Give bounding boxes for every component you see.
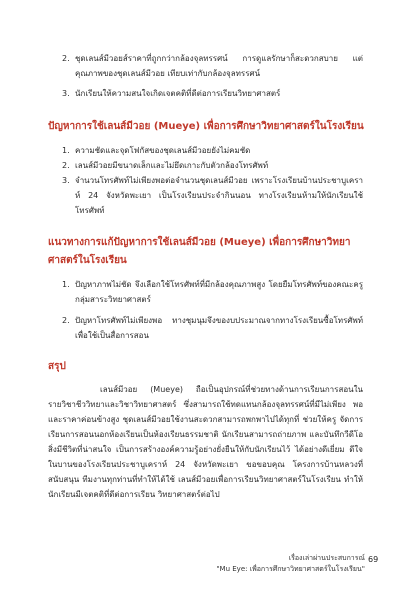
footer-subtitle: "Mu Eye: เพื่อการศึกษาวิทยาศาสตร์ในโรงเรียน" xyxy=(216,565,365,573)
section-heading-problems: ปัญหาการใช้เลนส์มีวอย (Mueye) เพื่อการศึกษาวิทยาศาสตร์ในโรงเรียน xyxy=(48,121,364,132)
list-item-text: ชุดเลนส์มีวอยส์ราคาที่ถูกกว่ากล้องจุลทรรศน์ การดูแลรักษาก็สะดวกสบาย แต่คุณภาพของชุดเลนส์มีวอย เทียบเท่ากับกล้องจุลทรรศน์ xyxy=(75,54,363,78)
list-number: 2. xyxy=(62,161,70,170)
summary-paragraph: เลนส์มีวอย (Mueye) ถือเป็นอุปกรณ์ที่ช่วยทางด้านการเรียนการสอนใน รายวิชาชีววิทยาและวิชาวิทยาศาสตร์ ซึ่งสามารถใช้ทดแทนกล้องจุลทรรศน์ที่มีไม่เพียง พอและราคาค่อนข้างสูง ชุดเลนส์มีวอยใช้งานสะดวกสามารถพกพาไปได้ทุกที่ ช่วยให้ครู จัดการเรียนการสอนนอกห้องเรียนเป็นห้องเรียนธรรมชาติ นักเรียนสามารถถ่ายภาพ และบันทึกวีดีโอ สิ่งมีชีวิตที่น่าสนใจ เป็นการสร้างองค์ความรู้อย่างยั่งยืนให้กับนักเรียนไว้ ได้อย่างดีเยี่ยม ดีใจในบานของโรงเรียนประชาบูเคราห์ 24 จังหวัดพะเยา ขอขอบคุณ โครงการบ้านหลวงที่สนับสนุน ทีมงานทุกท่านที่ทำให้ได้ใช้ เลนส์มีวอยเพื่อการเรียนวิทยาศาสตร์ในโรงเรียน ทำให้นักเรียนมีเจตคติที่ดีต่อการเรียน วิทยาศาสตร์ต่อไป xyxy=(48,385,363,499)
list-item-text: เลนส์มีวอยมีขนาดเล็กและไม่ยึดเกาะกับตัวกล้องโทรศัพท์ xyxy=(75,161,269,170)
page-number: 69 xyxy=(368,555,379,564)
footer-title: เรื่องเล่าผ่านประสบการณ์ xyxy=(288,554,365,562)
list-item-text: ปัญหาโทรศัพท์ไม่เพียงพอ ทางชุมนุมจึงของบประมาณจากทางโรงเรียนซื้อโทรศัพท์เพื่อใช้เป็นสื่อการสอน xyxy=(75,316,363,340)
list-number: 1. xyxy=(62,280,70,289)
list-item-text: ปัญหาภาพไม่ชัด จึงเลือกใช้โทรศัพท์ที่มีกล้องคุณภาพสูง โดยยืมโทรศัพท์ของคณะครูกลุ่มสาระวิทยาศาสตร์ xyxy=(75,280,363,304)
list-item-text: จำนวนโทรศัพท์ไม่เพียงพอต่อจำนวนชุดเลนส์มีวอย เพราะโรงเรียนบ้านประชาบูเครา ห์ 24 จังหวัดพะเยา เป็นโรงเรียนประจำกินนอน ทางโรงเรียนห้ามให้นักเรียนใช้โทรศัพท์ xyxy=(75,176,363,215)
list-number: 2. xyxy=(62,316,70,325)
list-number: 3. xyxy=(62,89,70,98)
list-number: 1. xyxy=(62,146,70,155)
list-number: 3. xyxy=(62,176,70,185)
list-number: 2. xyxy=(62,54,70,63)
list-item-text: นักเรียนให้ความสนใจเกิดเจตคติที่ดีต่อการเรียนวิทยาศาสตร์ xyxy=(75,89,281,98)
section-heading-summary: สรุป xyxy=(48,361,66,372)
list-item-text: ความชัดและจุดโฟกัสของชุดเลนส์มีวอยยังไม่คมชัด xyxy=(75,146,251,155)
section-heading-solutions: แนวทางการแก้ปัญหาการใช้เลนส์มีวอย (Mueye) เพื่อการศึกษาวิทยาศาสตร์ในโรงเรียน xyxy=(48,237,351,266)
